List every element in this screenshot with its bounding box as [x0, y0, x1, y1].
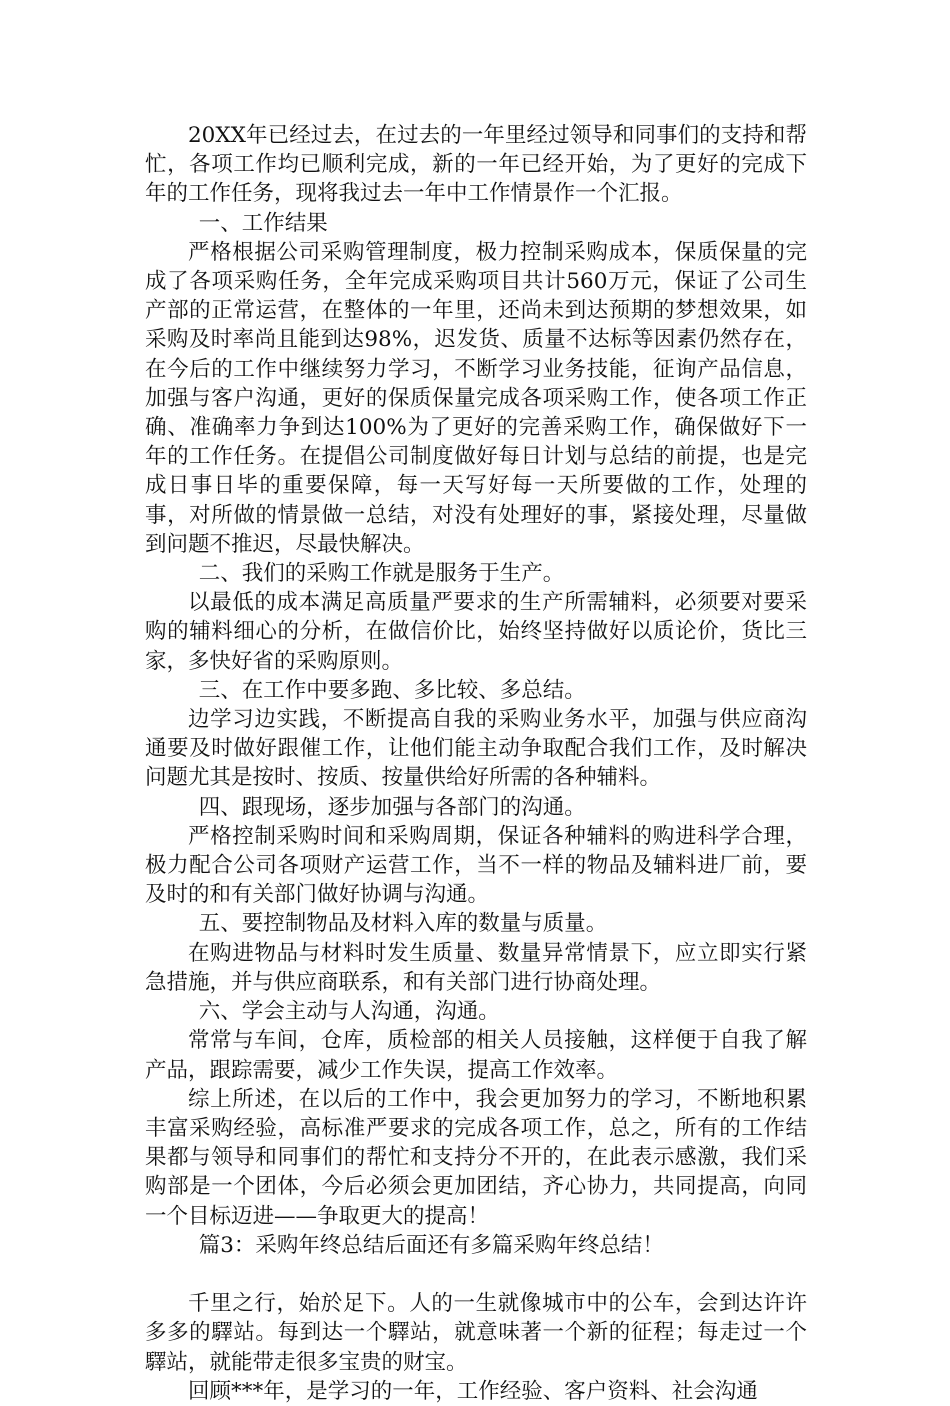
blank-line	[145, 1260, 807, 1289]
conclusion-paragraph: 综上所述，在以后的工作中，我会更加努力的学习，不断地积累丰富采购经验，高标准严要求的完成各项工作，总之，所有的工作结果都与领导和同事们的帮忙和支持分不开的，在此表示感激，我们采购部是一个团体，今后必须会更加团结，齐心协力，共同提高，向同一个目标迈进——争取更大的提高！	[145, 1086, 807, 1229]
section-heading-2: 二、我们的采购工作就是服务于生产。	[198, 561, 565, 587]
document-page	[145, 121, 807, 1406]
section-heading-6: 六、学会主动与人沟通，沟通。	[198, 999, 500, 1025]
section-heading-1: 一、工作结果	[198, 210, 328, 236]
article-3-paragraph-2: 回顾***年，是学习的一年，工作经验、客户资料、社会沟通	[188, 1378, 758, 1404]
section-body-3: 边学习边实践，不断提高自我的采购业务水平，加强与供应商沟通要及时做好跟催工作，让他们能主动争取配合我们工作，及时解决问题尤其是按时、按质、按量供给好所需的各种辅料。	[145, 707, 807, 791]
article-3-paragraph-1: 千里之行，始於足下。人的一生就像城市中的公车，会到达许许多多的驛站。每到达一个驛站，就意味著一个新的征程；每走过一个驛站，就能带走很多宝贵的财宝。	[145, 1291, 807, 1375]
section-body-6: 常常与车间，仓库，质检部的相关人员接触，这样便于自我了解产品，跟踪需要，减少工作失误，提高工作效率。	[145, 1028, 807, 1083]
intro-paragraph: 20XX年已经过去，在过去的一年里经过领导和同事们的支持和帮忙，各项工作均已顺利完成，新的一年已经开始，为了更好的完成下年的工作任务，现将我过去一年中工作情景作一个汇报。	[145, 123, 807, 207]
section-body-4: 严格控制采购时间和采购周期，保证各种辅料的购进科学合理，极力配合公司各项财产运营工作，当不一样的物品及辅料进厂前，要及时的和有关部门做好协调与沟通。	[145, 823, 807, 908]
section-heading-3: 三、在工作中要多跑、多比较、多总结。	[198, 677, 586, 703]
article-3-heading: 篇3：采购年终总结后面还有多篇采购年终总结！	[198, 1232, 664, 1258]
section-heading-4: 四、跟现场，逐步加强与各部门的沟通。	[198, 794, 586, 820]
section-body-1: 严格根据公司采购管理制度，极力控制采购成本，保质保量的完成了各项采购任务，全年完成采购项目共计560万元，保证了公司生产部的正常运营，在整体的一年里，还尚未到达预期的梦想效果，如采购及时率尚且能到达98%，迟发货、质量不达标等因素仍然存在，在今后的工作中继续努力学习，不断学习业务技能，征询产品信息，加强与客户沟通，更好的保质保量完成各项采购工作，使各项工作正确、准确率力争到达100%为了更好的完善采购工作，确保做好下一年的工作任务。在提倡公司制度做好每日计划与总结的前提，也是完成日事日毕的重要保障，每一天写好每一天所要做的工作，处理的事，对所做的情景做一总结，对没有处理好的事，紧接处理，尽量做到问题不推迟，尽最快解决。	[145, 239, 807, 557]
section-heading-5: 五、要控制物品及材料入库的数量与质量。	[198, 911, 608, 937]
section-body-5: 在购进物品与材料时发生质量、数量异常情景下，应立即实行紧急措施，并与供应商联系，和有关部门进行协商处理。	[145, 940, 807, 995]
section-body-2: 以最低的成本满足高质量严要求的生产所需辅料，必须要对要采购的辅料细心的分析，在做信价比，始终坚持做好以质论价，货比三家，多快好省的采购原则。	[145, 590, 807, 674]
